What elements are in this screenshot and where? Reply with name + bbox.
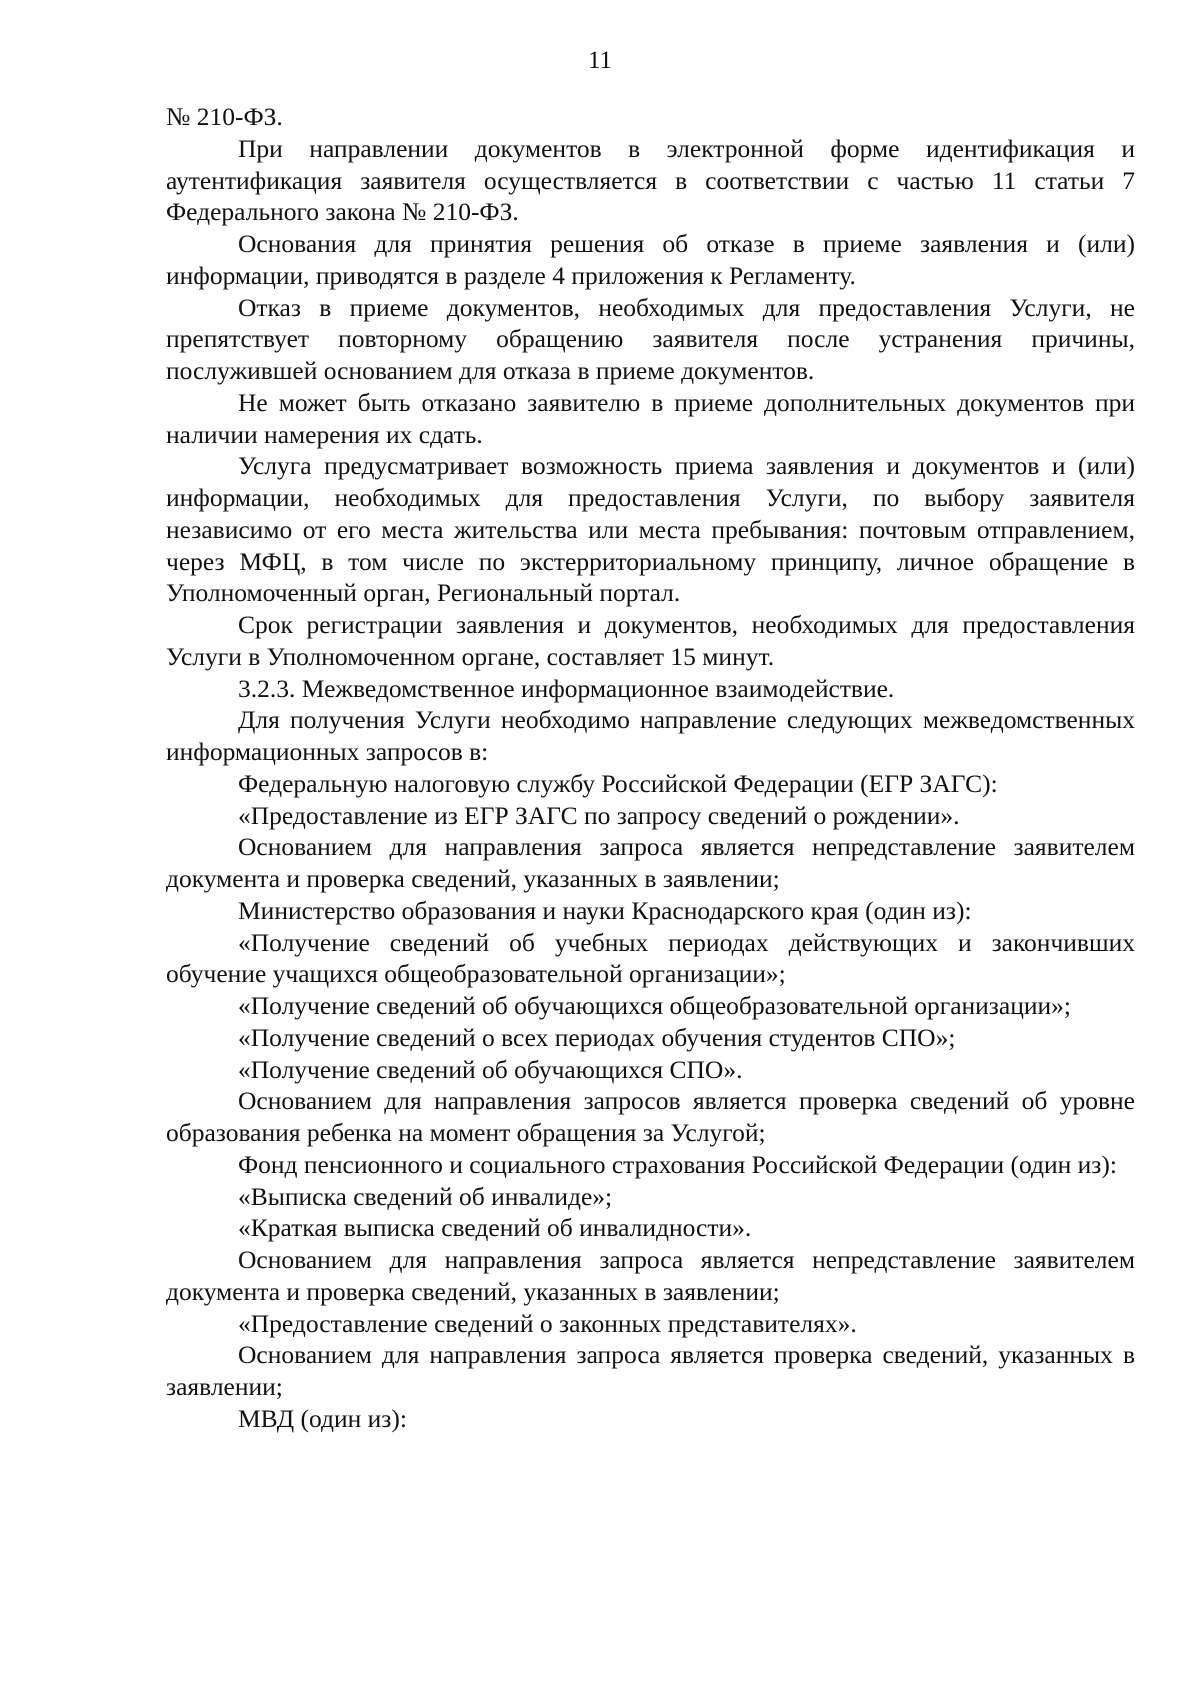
paragraph: Фонд пенсионного и социального страхования Российской Федерации (один из): — [238, 1149, 1117, 1179]
paragraph: Основанием для направления запроса является проверка сведений, указанных в заявлении; — [166, 1340, 1135, 1401]
document-body — [166, 101, 1135, 1435]
paragraph: Отказ в приеме документов, необходимых для предоставления Услуги, не препятствует повторному обращению заявителя после устранения причины, послужившей основанием для отказа в приеме документов. — [166, 292, 1135, 385]
paragraph: 3.2.3. Межведомственное информационное взаимодействие. — [238, 673, 895, 703]
paragraph: При направлении документов в электронной форме идентификация и аутентификация заявителя осуществляется в соответствии с частью 11 статьи 7 Федерального закона № 210-ФЗ. — [166, 133, 1135, 227]
paragraph: «Выписка сведений об инвалиде»; — [238, 1181, 613, 1211]
paragraph: Для получения Услуги необходимо направление следующих межведомственных информационных запросов в: — [166, 705, 1135, 766]
paragraph: «Краткая выписка сведений об инвалидности». — [238, 1213, 752, 1243]
paragraph: Основания для принятия решения об отказе в приеме заявления и (или) информации, приводятся в разделе 4 приложения к Регламенту. — [166, 229, 1135, 290]
paragraph: Министерство образования и науки Краснодарского края (один из): — [238, 895, 972, 925]
page-number: 11 — [587, 47, 613, 74]
paragraph: Срок регистрации заявления и документов, необходимых для предоставления Услуги в Уполномоченном органе, составляет 15 минут. — [166, 610, 1135, 671]
paragraph: № 210-ФЗ. — [166, 102, 283, 131]
paragraph: Не может быть отказано заявителю в приеме дополнительных документов при наличии намерения их сдать. — [166, 387, 1135, 449]
paragraph: «Получение сведений об учебных периодах действующих и закончивших обучение учащихся общеобразовательной организации»; — [166, 927, 1135, 989]
paragraph: Основанием для направления запросов является проверка сведений об уровне образования ребенка на момент обращения за Услугой; — [166, 1086, 1135, 1147]
paragraph: «Получение сведений об обучающихся СПО». — [238, 1054, 743, 1084]
paragraph: «Предоставление из ЕГР ЗАГС по запросу сведений о рождении». — [238, 800, 960, 830]
paragraph: «Получение сведений о всех периодах обучения студентов СПО»; — [238, 1022, 956, 1052]
paragraph: «Предоставление сведений о законных представителях». — [238, 1308, 857, 1338]
paragraph: Основанием для направления запроса является непредставление заявителем документа и проверка сведений, указанных в заявлении; — [166, 832, 1135, 893]
paragraph: Федеральную налоговую службу Российской Федерации (ЕГР ЗАГС): — [238, 768, 998, 798]
paragraph: Услуга предусматривает возможность приема заявления и документов и (или) информации, необходимых для предоставления Услуги, по выбору заявителя независимо от его места жительства или места пребывания: почтовым отправлением, через МФЦ, в том числе по экстерриториальному принципу, личное обращение в Уполномоченный орган, Региональный портал. — [166, 451, 1135, 608]
paragraph: Основанием для направления запроса является непредставление заявителем документа и проверка сведений, указанных в заявлении; — [166, 1245, 1135, 1306]
paragraph: МВД (один из): — [238, 1403, 407, 1433]
paragraph: «Получение сведений об обучающихся общеобразовательной организации»; — [238, 991, 1071, 1020]
